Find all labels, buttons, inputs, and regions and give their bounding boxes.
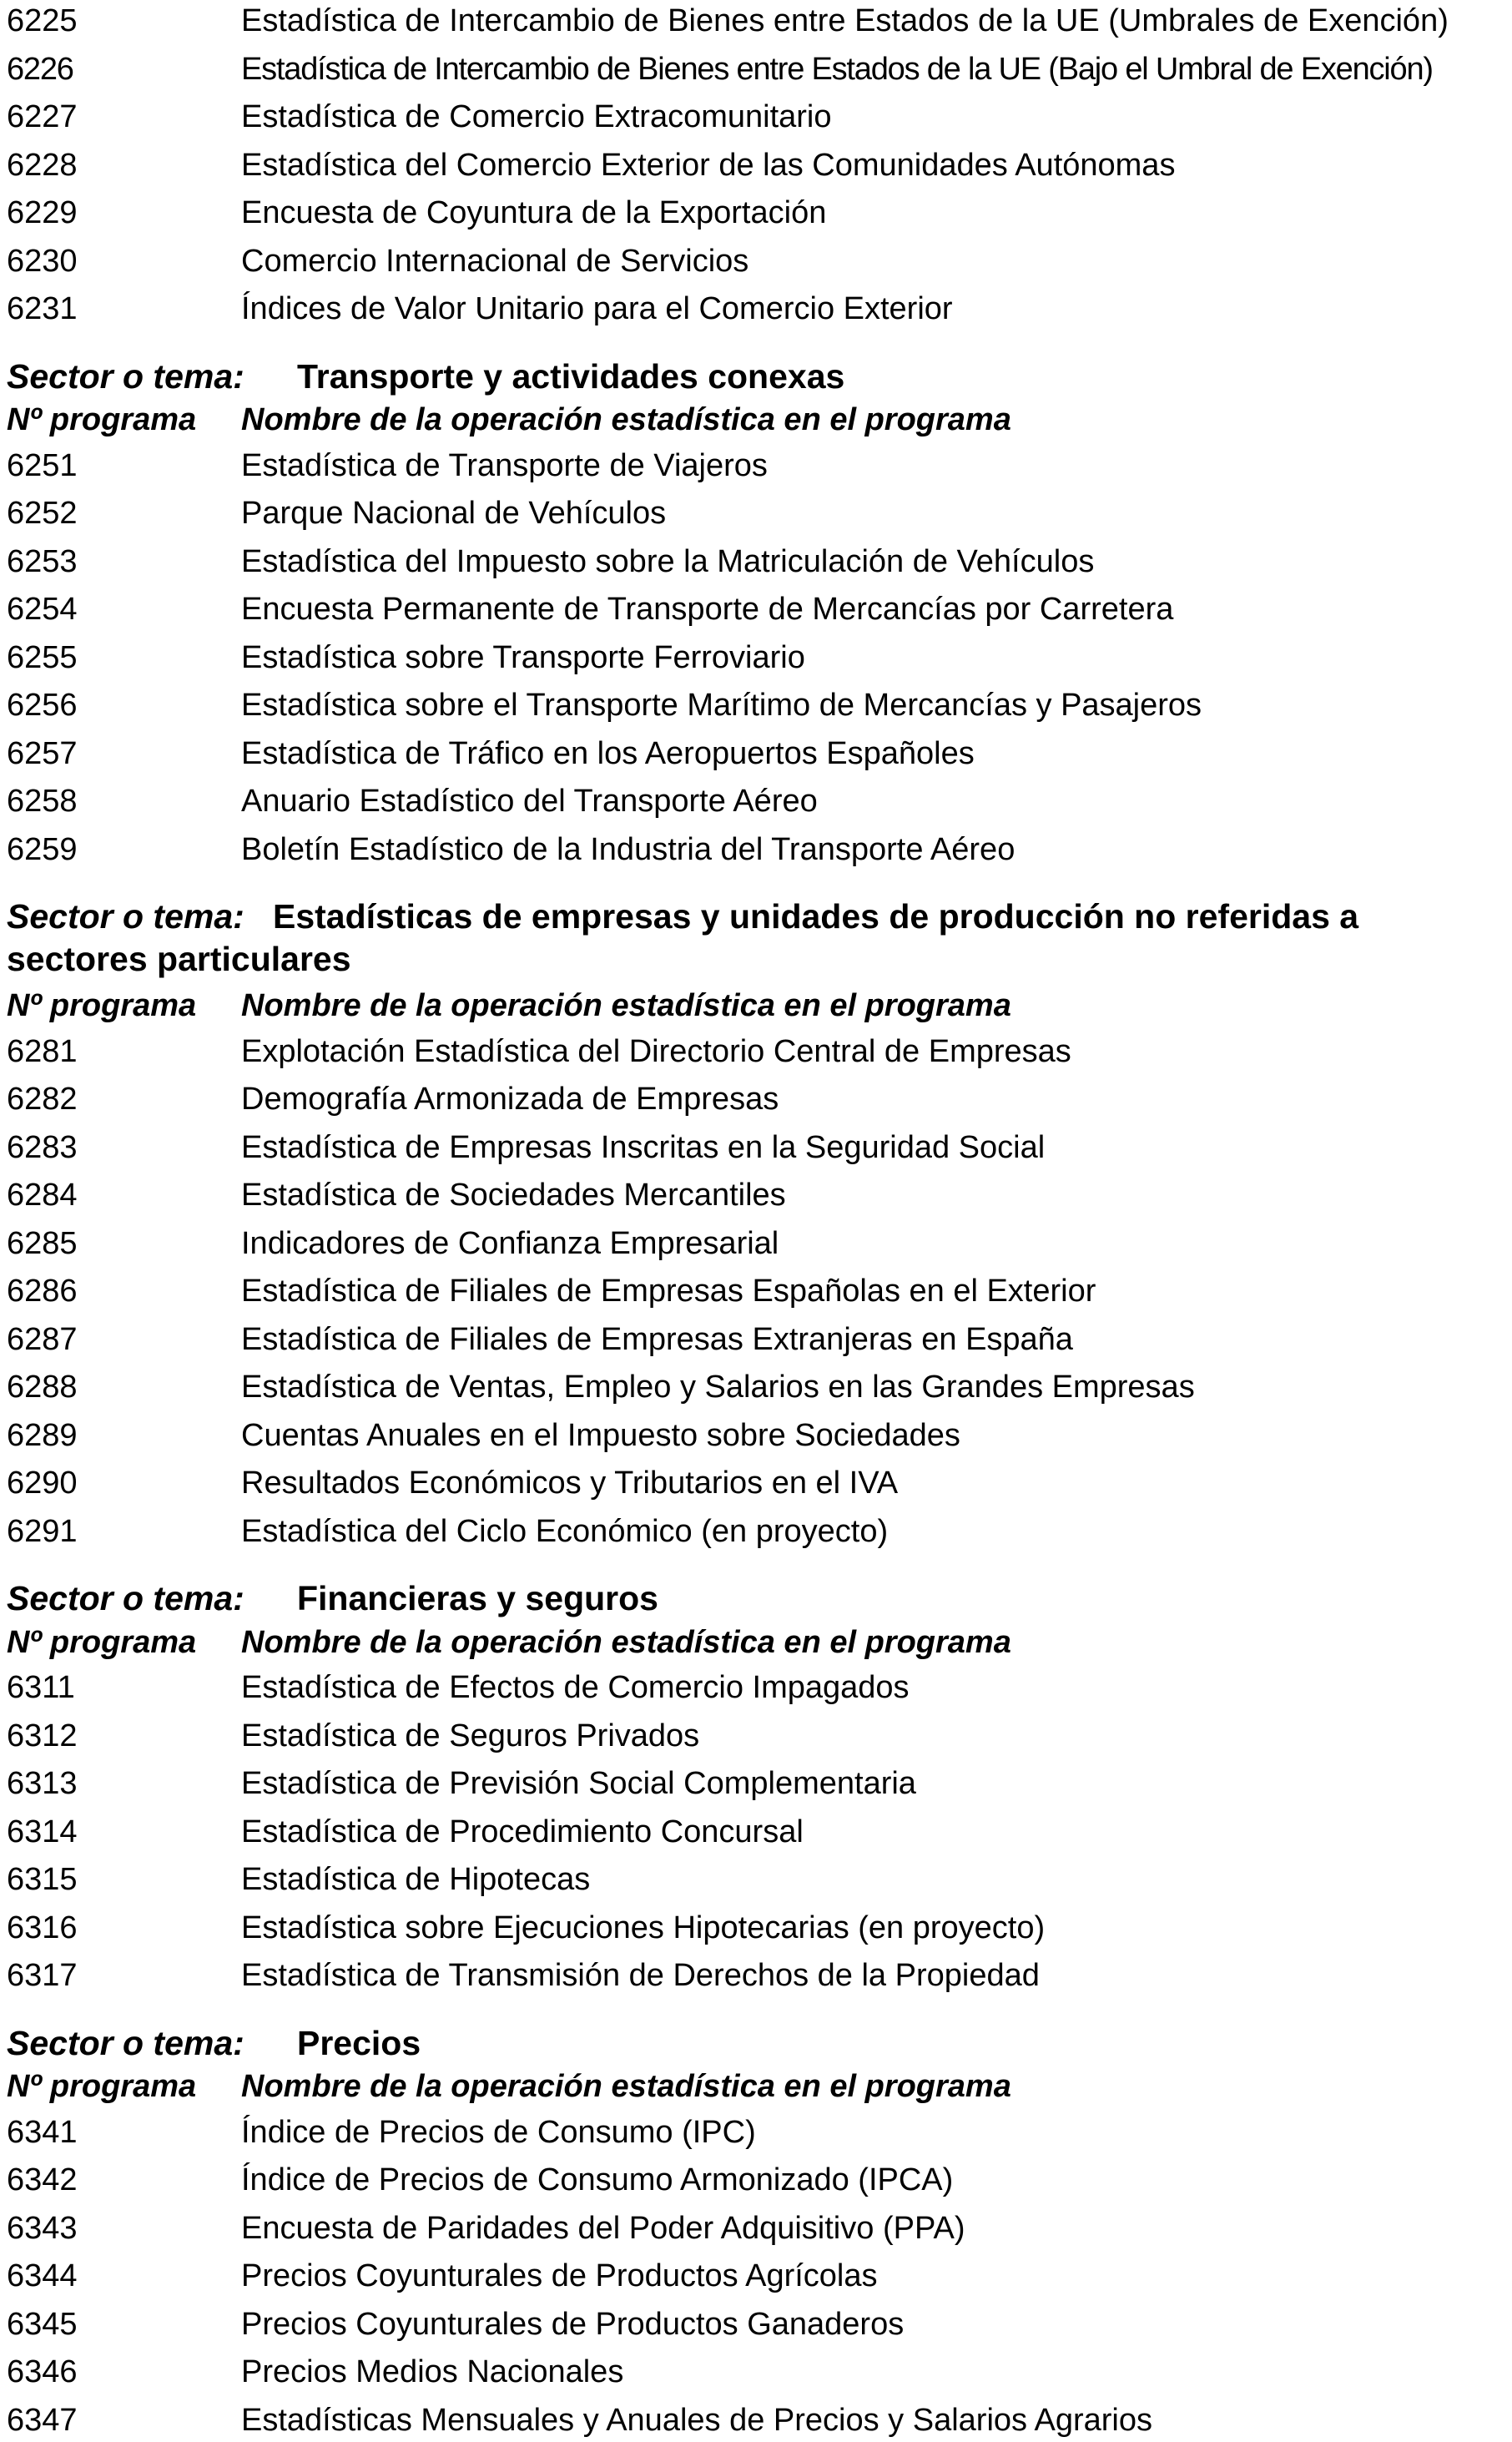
- operation-name: Estadística de Sociedades Mercantiles: [241, 1178, 786, 1213]
- operation-name: Estadística de Efectos de Comercio Impagados: [241, 1670, 910, 1705]
- operation-name: Estadística del Impuesto sobre la Matriculación de Vehículos: [241, 543, 1095, 579]
- program-number: 6231: [7, 291, 78, 326]
- sector-title-line2: sectores particulares: [7, 940, 351, 978]
- program-number: 6287: [7, 1321, 78, 1357]
- operation-name: Estadística sobre Ejecuciones Hipotecarias (en proyecto): [241, 1910, 1046, 1945]
- program-number: 6256: [7, 688, 78, 723]
- operation-name: Estadística de Filiales de Empresas Extranjeras en España: [241, 1321, 1073, 1357]
- sector-label: Sector o tema:: [7, 897, 244, 936]
- program-number: 6259: [7, 831, 78, 867]
- operation-name: Indicadores de Confianza Empresarial: [241, 1225, 779, 1261]
- operation-name: Encuesta de Paridades del Poder Adquisitivo (PPA): [241, 2210, 965, 2246]
- operation-name: Estadística de Procedimiento Concursal: [241, 1814, 804, 1849]
- sector-title: Precios: [297, 2023, 421, 2062]
- operation-name: Parque Nacional de Vehículos: [241, 496, 667, 531]
- operation-name: Estadística de Transporte de Viajeros: [241, 447, 768, 483]
- program-number: 6316: [7, 1910, 78, 1945]
- column-header-number: Nº programa: [7, 988, 197, 1023]
- column-header-name: Nombre de la operación estadística en el programa: [241, 1624, 1011, 1660]
- column-header-number: Nº programa: [7, 2069, 197, 2104]
- program-number: 6255: [7, 639, 78, 675]
- operation-name: Índice de Precios de Consumo (IPC): [241, 2114, 756, 2150]
- sector-heading: [7, 1577, 658, 1620]
- operation-name: Índice de Precios de Consumo Armonizado (IPCA): [241, 2162, 954, 2197]
- program-number: 6289: [7, 1417, 78, 1453]
- program-number: 6286: [7, 1274, 78, 1309]
- program-number: 6315: [7, 1862, 78, 1897]
- program-number: 6342: [7, 2162, 78, 2197]
- program-number: 6225: [7, 3, 78, 38]
- operation-name: Anuario Estadístico del Transporte Aéreo: [241, 784, 818, 819]
- program-number: 6285: [7, 1225, 78, 1261]
- sector-title: Transporte y actividades conexas: [297, 356, 845, 396]
- sector-heading: [7, 896, 1358, 981]
- sector-label: Sector o tema:: [7, 1579, 244, 1617]
- sector-heading: [7, 356, 845, 398]
- sector-heading: [7, 2022, 421, 2065]
- program-number: 6311: [7, 1670, 75, 1705]
- sector-label: Sector o tema:: [7, 2023, 244, 2062]
- program-number: 6291: [7, 1513, 78, 1549]
- operation-name: Resultados Económicos y Tributarios en el IVA: [241, 1466, 899, 1501]
- operation-name: Estadística de Hipotecas: [241, 1862, 591, 1897]
- operation-name: Precios Medios Nacionales: [241, 2354, 624, 2389]
- operation-name: Comercio Internacional de Servicios: [241, 243, 749, 279]
- operation-name: Estadística de Intercambio de Bienes entre Estados de la UE (Umbrales de Exención): [241, 3, 1449, 38]
- program-number: 6343: [7, 2210, 78, 2246]
- program-number: 6227: [7, 99, 78, 134]
- operation-name: Estadística sobre Transporte Ferroviario: [241, 639, 805, 675]
- column-header-name: Nombre de la operación estadística en el programa: [241, 988, 1011, 1023]
- program-number: 6226: [7, 51, 73, 87]
- program-number: 6341: [7, 2114, 78, 2150]
- program-number: 6345: [7, 2306, 78, 2342]
- program-number: 6283: [7, 1129, 78, 1165]
- operation-name: Estadística de Previsión Social Complementaria: [241, 1766, 916, 1801]
- operation-name: Estadística de Seguros Privados: [241, 1718, 700, 1753]
- program-number: 6258: [7, 784, 78, 819]
- program-number: 6284: [7, 1178, 78, 1213]
- program-number: 6344: [7, 2258, 78, 2293]
- program-number: 6290: [7, 1466, 78, 1501]
- operation-name: Estadísticas Mensuales y Anuales de Precios y Salarios Agrarios: [241, 2402, 1152, 2438]
- operation-name: Estadística del Comercio Exterior de las Comunidades Autónomas: [241, 147, 1176, 183]
- operation-name: Estadística de Empresas Inscritas en la Seguridad Social: [241, 1129, 1046, 1165]
- operation-name: Estadística del Ciclo Económico (en proyecto): [241, 1513, 889, 1549]
- program-number: 6288: [7, 1370, 78, 1405]
- program-number: 6252: [7, 496, 78, 531]
- sector-title: Financieras y seguros: [297, 1579, 658, 1617]
- program-number: 6229: [7, 195, 78, 230]
- program-number: 6230: [7, 243, 78, 279]
- operation-name: Cuentas Anuales en el Impuesto sobre Sociedades: [241, 1417, 960, 1453]
- operation-name: Precios Coyunturales de Productos Ganaderos: [241, 2306, 905, 2342]
- operation-name: Encuesta de Coyuntura de la Exportación: [241, 195, 827, 230]
- operation-name: Estadística de Ventas, Empleo y Salarios en las Grandes Empresas: [241, 1370, 1195, 1405]
- program-number: 6228: [7, 147, 78, 183]
- operation-name: Estadística de Tráfico en los Aeropuertos Españoles: [241, 735, 975, 771]
- operation-name: Precios Coyunturales de Productos Agrícolas: [241, 2258, 878, 2293]
- column-header-number: Nº programa: [7, 402, 197, 437]
- program-number: 6317: [7, 1958, 78, 1993]
- column-header-name: Nombre de la operación estadística en el programa: [241, 2069, 1011, 2104]
- operation-name: Boletín Estadístico de la Industria del Transporte Aéreo: [241, 831, 1016, 867]
- operation-name: Encuesta Permanente de Transporte de Mercancías por Carretera: [241, 592, 1174, 627]
- program-number: 6257: [7, 735, 78, 771]
- program-number: 6312: [7, 1718, 78, 1753]
- program-number: 6346: [7, 2354, 78, 2389]
- program-number: 6314: [7, 1814, 78, 1849]
- program-number: 6313: [7, 1766, 78, 1801]
- program-number: 6281: [7, 1033, 78, 1069]
- program-number: 6282: [7, 1082, 78, 1117]
- operation-name: Estadística de Comercio Extracomunitario: [241, 99, 832, 134]
- operation-name: Explotación Estadística del Directorio Central de Empresas: [241, 1033, 1071, 1069]
- program-number: 6254: [7, 592, 78, 627]
- program-number: 6251: [7, 447, 78, 483]
- operation-name: Índices de Valor Unitario para el Comercio Exterior: [241, 291, 953, 326]
- operation-name: Estadística de Intercambio de Bienes entre Estados de la UE (Bajo el Umbral de Exención): [241, 51, 1433, 87]
- sector-title: Estadísticas de empresas y unidades de producción no referidas a: [273, 897, 1359, 936]
- program-number: 6347: [7, 2402, 78, 2438]
- operation-name: Estadística de Transmisión de Derechos de la Propiedad: [241, 1958, 1040, 1993]
- program-number: 6253: [7, 543, 78, 579]
- operation-name: Estadística de Filiales de Empresas Españolas en el Exterior: [241, 1274, 1096, 1309]
- operation-name: Demografía Armonizada de Empresas: [241, 1082, 779, 1117]
- column-header-number: Nº programa: [7, 1624, 197, 1660]
- sector-label: Sector o tema:: [7, 356, 244, 396]
- column-header-name: Nombre de la operación estadística en el programa: [241, 402, 1011, 437]
- operation-name: Estadística sobre el Transporte Marítimo de Mercancías y Pasajeros: [241, 688, 1202, 723]
